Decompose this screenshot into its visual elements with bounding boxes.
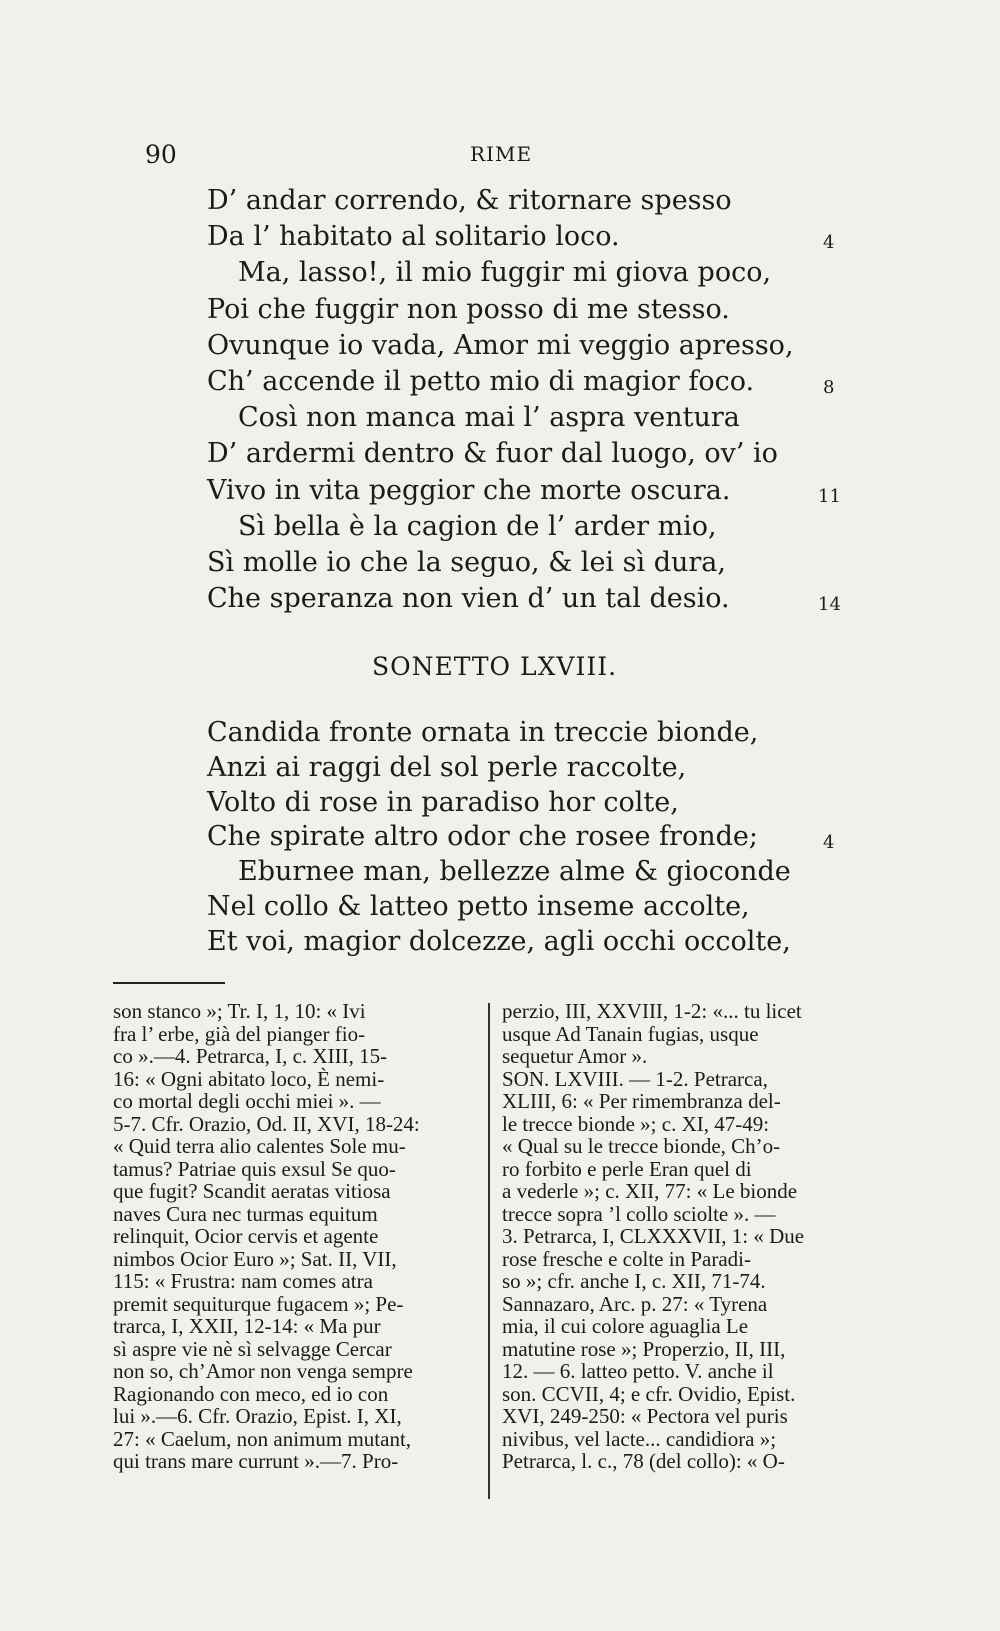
note-line: Ragionando con meco, ed io con	[113, 1381, 389, 1406]
note-line: ro forbito e perle Eran quel di	[502, 1156, 752, 1181]
column-divider	[488, 1003, 490, 1499]
note-line: mia, il cui colore aguaglia Le	[502, 1314, 749, 1338]
verse-line: Che spirate altro odor che rosee fronde;	[207, 821, 758, 853]
note-line: a vederle »; c. XII, 77: « Le bionde	[502, 1179, 798, 1203]
verse-line: Vivo in vita peggior che morte oscura.	[207, 474, 731, 506]
verse-line: Ch’ accende il petto mio di magior foco.	[207, 366, 755, 397]
verse-line: Ovunque io vada, Amor mi veggio apresso,	[207, 329, 794, 361]
verse-line: Poi che fuggir non posso di me stesso.	[207, 293, 730, 325]
note-line: Sannazaro, Arc. p. 27: « Tyrena	[502, 1291, 768, 1316]
note-line: « Quid terra alio calentes Sole mu-	[113, 1134, 406, 1158]
note-line: trarca, I, XXII, 12-14: « Ma pur	[113, 1314, 381, 1338]
note-line: qui trans mare currunt ».—7. Pro-	[113, 1449, 399, 1473]
verse-line: Che speranza non vien d’ un tal desio.	[207, 583, 730, 615]
note-line: perzio, III, XXVIII, 1-2: «... tu licet	[502, 999, 802, 1023]
note-line: trecce sopra ’l collo sciolte ». —	[502, 1201, 776, 1226]
note-line: nimbos Ocior Euro »; Sat. II, VII,	[113, 1246, 397, 1271]
note-line: relinquit, Ocior cervis et agente	[113, 1224, 379, 1248]
note-line: SON. LXVIII. — 1-2. Petrarca,	[502, 1066, 768, 1091]
note-line: « Qual su le trecce bionde, Ch’o-	[502, 1134, 781, 1158]
note-line: premit sequiturque fugacem »; Pe-	[113, 1291, 404, 1316]
note-line: nivibus, vel lacte... candidiora »;	[502, 1426, 777, 1451]
line-number: 4	[823, 232, 835, 254]
note-line: lui ».—6. Cfr. Orazio, Epist. I, XI,	[113, 1404, 402, 1428]
verse-line: Volto di rose in paradiso hor colte,	[207, 786, 679, 818]
verse-line: Eburnee man, bellezze alme & gioconde	[238, 856, 791, 888]
note-line: son. CCVII, 4; e cfr. Ovidio, Epist.	[502, 1381, 796, 1406]
verse-line: Et voi, magior dolcezze, agli occhi occolte,	[207, 925, 791, 957]
notes-left-column	[113, 1000, 475, 1473]
verse-line: Nel collo & latteo petto inseme accolte,	[207, 891, 750, 922]
line-number: 14	[818, 594, 841, 616]
note-line: sì aspre vie nè sì selvagge Cercar	[113, 1336, 392, 1361]
running-head: RIME	[470, 142, 533, 166]
verse-line: Sì bella è la cagion de l’ arder mio,	[238, 510, 717, 542]
note-line: que fugit? Scandit aeratas vitiosa	[113, 1179, 391, 1203]
note-line: 27: « Caelum, non animum mutant,	[113, 1426, 412, 1451]
verse-line: Da l’ habitato al solitario loco.	[207, 221, 620, 253]
verse-line: Anzi ai raggi del sol perle raccolte,	[207, 751, 687, 783]
note-line: XLIII, 6: « Per rimembranza del-	[502, 1089, 781, 1113]
note-line: so »; cfr. anche I, c. XII, 71-74.	[502, 1269, 766, 1293]
note-line: Petrarca, l. c., 78 (del collo): « O-	[502, 1449, 785, 1473]
sonnet-title: SONETTO LXVIII.	[372, 652, 618, 681]
line-number: 11	[818, 485, 841, 507]
note-line: naves Cura nec turmas equitum	[113, 1201, 378, 1226]
note-line: 16: « Ogni abitato loco, È nemi-	[113, 1066, 385, 1091]
note-line: 12. — 6. latteo petto. V. anche il	[502, 1359, 774, 1383]
verse-line: Candida fronte ornata in treccie bionde,	[207, 717, 759, 748]
note-line: rose fresche e colte in Paradi-	[502, 1246, 751, 1271]
verse-line: Ma, lasso!, il mio fuggir mi giova poco,	[238, 257, 772, 289]
note-line: 115: « Frustra: nam comes atra	[113, 1269, 373, 1293]
footnote-rule	[113, 982, 225, 984]
verse-line: D’ andar correndo, & ritornare spesso	[207, 185, 732, 216]
note-line: co ».—4. Petrarca, I, c. XIII, 15-	[113, 1044, 388, 1068]
note-line: co mortal degli occhi miei ». —	[113, 1089, 381, 1113]
notes-right-column	[502, 1000, 872, 1473]
note-line: 5-7. Cfr. Orazio, Od. II, XVI, 18-24:	[113, 1111, 420, 1136]
note-line: 3. Petrarca, I, CLXXXVII, 1: « Due	[502, 1224, 805, 1248]
note-line: non so, ch’Amor non venga sempre	[113, 1359, 413, 1383]
verse-line: D’ ardermi dentro & fuor dal luogo, ov’ io	[207, 438, 778, 470]
note-line: son stanco »; Tr. I, 1, 10: « Ivi	[113, 999, 366, 1023]
note-line: matutine rose »; Properzio, II, III,	[502, 1336, 786, 1361]
note-line: fra l’ erbe, già del pianger fio-	[113, 1021, 366, 1046]
note-line: sequetur Amor ».	[502, 1044, 648, 1068]
note-line: le trecce bionde »; c. XI, 47-49:	[502, 1111, 770, 1136]
note-line: tamus? Patriae quis exsul Se quo-	[113, 1156, 396, 1181]
line-number: 8	[823, 377, 835, 398]
line-number: 4	[823, 832, 835, 854]
page-number: 90	[145, 140, 177, 169]
verse-line: Così non manca mai l’ aspra ventura	[238, 402, 740, 434]
verse-line: Sì molle io che la seguo, & lei sì dura,	[207, 547, 726, 578]
note-line: XVI, 249-250: « Pectora vel puris	[502, 1404, 788, 1428]
note-line: usque Ad Tanain fugias, usque	[502, 1021, 759, 1046]
